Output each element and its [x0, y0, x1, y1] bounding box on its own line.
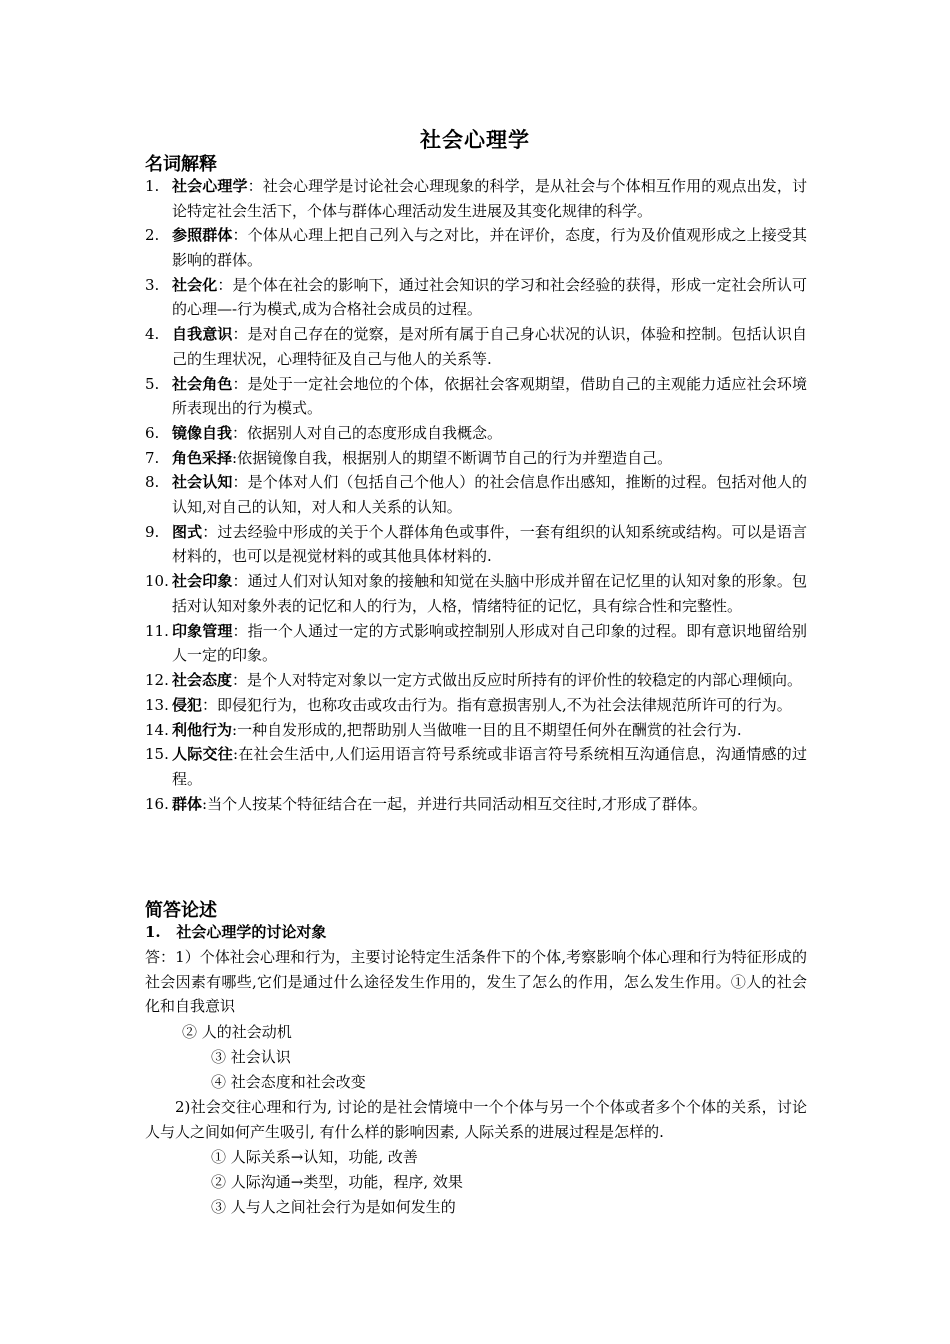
- definition-term: 镜像自我: [172, 423, 233, 442]
- definition-text: 个体从心理上把自己列入与之对比，并在评价，态度，行为及价值观形成之上接受其影响的群体。: [172, 226, 807, 269]
- definition-item: [145, 223, 807, 272]
- question-heading: [145, 920, 326, 944]
- definition-number: 1.: [145, 177, 160, 195]
- definition-text: 通过人们对认知对象的接触和知觉在头脑中形成并留在记忆里的认知对象的形象。包括对认知对象外表的记忆和人的行为，人格，情绪特征的记忆，具有综合性和完整性。: [172, 572, 807, 615]
- definition-text: 即侵犯行为，也称攻击或攻击行为。指有意损害别人,不为社会法律规范所许可的行为。: [217, 695, 792, 714]
- definition-text: 是处于一定社会地位的个体，依据社会客观期望，借助自己的主观能力适应社会环境所表现出的行为模式。: [172, 374, 807, 418]
- definition-item: [145, 421, 807, 446]
- document-title: 社会心理学: [420, 127, 530, 152]
- answer-subitem-1: ① 人际关系→认知，功能, 改善: [211, 1148, 418, 1166]
- answer-item-3: ③ 社会认识: [211, 1048, 291, 1066]
- definition-number: 2.: [145, 226, 160, 245]
- definition-separator: ：: [232, 473, 248, 492]
- definitions-list: [145, 174, 807, 816]
- definition-number: 10.: [145, 572, 169, 591]
- definition-item: [145, 742, 807, 791]
- definition-term: 社会认知: [172, 473, 233, 492]
- definition-separator: ：: [232, 226, 248, 245]
- definition-text: 过去经验中形成的关于个人群体角色或事件，一套有组织的认知系统或结构。可以是语言材料的，也可以是视觉材料的或其他具体材料的.: [172, 522, 807, 566]
- definition-item: [145, 718, 807, 743]
- definition-item: [145, 372, 807, 421]
- definition-item: [145, 693, 807, 718]
- definition-separator: ：: [232, 325, 248, 344]
- definition-term: 侵犯: [172, 695, 203, 714]
- definition-number: 12.: [145, 670, 169, 689]
- definition-number: 9.: [145, 522, 160, 541]
- definition-term: 社会角色: [172, 374, 233, 393]
- definition-text: 是对自己存在的觉察，是对所有属于自己身心状况的认识，体验和控制。包括认识自己的生理状况，心理特征及自己与他人的关系等.: [172, 325, 807, 368]
- answer-subitem-2: ② 人际沟通→类型，功能，程序, 效果: [211, 1173, 463, 1191]
- definition-term: 自我意识: [172, 325, 233, 344]
- definition-separator: ：: [202, 695, 218, 714]
- definition-text: 依据别人对自己的态度形成自我概念。: [247, 423, 503, 442]
- definition-term: 群体: [172, 794, 203, 813]
- definition-text: 是个体在社会的影响下，通过社会知识的学习和社会经验的获得，形成一定社会所认可的心理—-行为模式,成为合格社会成员的过程。: [172, 275, 807, 319]
- section-heading-definitions: 名词解释: [145, 154, 217, 175]
- definition-text: 是个人对特定对象以一定方式做出反应时所持有的评价性的较稳定的内部心理倾向。: [247, 670, 803, 689]
- definition-separator: ：: [232, 670, 248, 689]
- definition-text: 在社会生活中,人们运用语言符号系统或非语言符号系统相互沟通信息，沟通情感的过程。: [172, 745, 807, 788]
- definition-number: 3.: [145, 275, 160, 294]
- definition-separator: ：: [232, 374, 248, 393]
- definition-number: 5.: [145, 374, 160, 393]
- definition-number: 4.: [145, 325, 160, 344]
- definition-term: 印象管理: [172, 621, 233, 640]
- answer-paragraph-2: 2)社会交往心理和行为, 讨论的是社会情境中一个个体与另一个个体或者多个个体的关系，讨论人与人之间如何产生吸引, 有什么样的影响因素, 人际关系的进展过程是怎样的.: [145, 1098, 807, 1141]
- definition-term: 图式: [172, 522, 203, 541]
- definition-number: 15.: [145, 745, 169, 764]
- definition-number: 7.: [145, 448, 160, 467]
- definition-text: 社会心理学是讨论社会心理现象的科学，是从社会与个体相互作用的观点出发，讨论特定社会生活下，个体与群体心理活动发生进展及其变化规律的科学。: [172, 177, 807, 220]
- definition-text: 当个人按某个特征结合在一起，并进行共同活动相互交往时,才形成了群体。: [207, 794, 707, 813]
- definition-number: 8.: [145, 473, 160, 492]
- definition-item: [145, 520, 807, 569]
- definition-item: [145, 322, 807, 371]
- definition-separator: ：: [232, 423, 248, 442]
- definition-term: 人际交往: [172, 745, 233, 764]
- definition-term: 利他行为: [172, 720, 233, 739]
- definition-item: [145, 569, 807, 618]
- answer-item-4: ④ 社会态度和社会改变: [211, 1073, 366, 1091]
- definition-separator: :: [232, 448, 238, 467]
- definition-text: 依据镜像自我，根据别人的期望不断调节自己的行为并塑造自己。: [237, 448, 673, 467]
- definition-term: 角色采择: [172, 448, 233, 467]
- definition-separator: ：: [232, 621, 248, 640]
- definition-separator: ：: [217, 275, 233, 294]
- definition-item: [145, 792, 807, 817]
- answer-subitem-3: ③ 人与人之间社会行为是如何发生的: [211, 1198, 456, 1216]
- definition-separator: :: [232, 720, 238, 739]
- definition-item: [145, 174, 807, 223]
- definition-separator: ：: [247, 177, 263, 195]
- definition-term: 社会化: [172, 275, 218, 294]
- definition-text: 一种自发形成的,把帮助别人当做唯一目的且不期望任何外在酬赏的社会行为.: [237, 720, 742, 739]
- definition-text: 是个体对人们（包括自己个他人）的社会信息作出感知，推断的过程。包括对他人的认知,对自己的认知，对人和人关系的认知。: [172, 473, 807, 517]
- definition-number: 16.: [145, 794, 169, 813]
- definition-item: [145, 619, 807, 668]
- definition-separator: ：: [232, 572, 248, 591]
- answer-item-2: ② 人的社会动机: [182, 1023, 292, 1041]
- definition-number: 14.: [145, 720, 169, 739]
- definition-item: [145, 470, 807, 519]
- definition-term: 社会态度: [172, 670, 233, 689]
- answer-paragraph-1: 答：1）个体社会心理和行为，主要讨论特定生活条件下的个体,考察影响个体心理和行为特征形成的社会因素有哪些,它们是通过什么途径发生作用的，发生了怎么的作用，怎么发生作用。①人的社会化和自我意识: [145, 948, 807, 1016]
- definition-item: [145, 273, 807, 322]
- definition-term: 参照群体: [172, 226, 233, 245]
- question-title: 社会心理学的讨论对象: [176, 923, 327, 941]
- definition-text: 指一个人通过一定的方式影响或控制别人形成对自己印象的过程。即有意识地留给别人一定的印象。: [172, 621, 807, 665]
- definition-number: 11.: [145, 621, 169, 640]
- definition-term: 社会印象: [172, 572, 233, 591]
- definition-separator: :: [232, 745, 239, 764]
- definition-term: 社会心理学: [172, 177, 248, 195]
- definition-number: 13.: [145, 695, 169, 714]
- question-number: 1.: [145, 923, 161, 941]
- definition-separator: ：: [202, 522, 218, 541]
- definition-item: [145, 668, 807, 693]
- definition-number: 6.: [145, 423, 160, 442]
- section-heading-questions: 简答论述: [145, 900, 217, 921]
- definition-separator: :: [202, 794, 208, 813]
- definition-item: [145, 446, 807, 471]
